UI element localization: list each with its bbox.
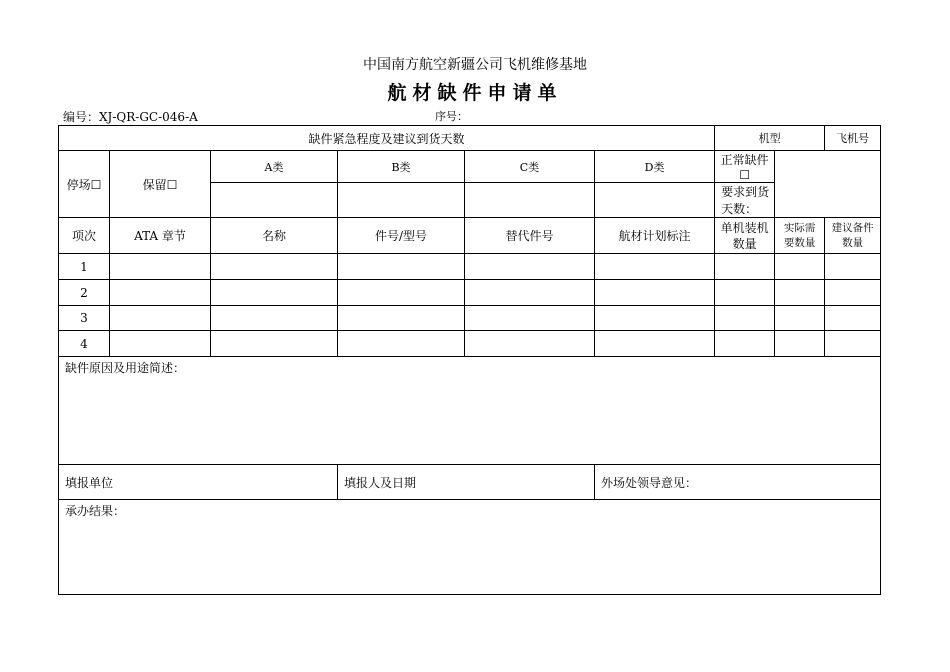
header-qty-per-ac: 单机装机数量 — [715, 218, 775, 254]
leader-opinion-field[interactable]: 外场处领导意见： — [595, 465, 881, 500]
qty-per-ac-cell[interactable] — [715, 254, 775, 280]
actual-qty-cell[interactable] — [775, 254, 825, 280]
suggest-qty-cell[interactable] — [825, 280, 881, 306]
header-actual-qty: 实际需要数量 — [775, 218, 825, 254]
aircraft-type-value[interactable] — [775, 151, 881, 218]
reporting-unit-field[interactable]: 填报单位 — [59, 465, 338, 500]
qty-per-ac-cell[interactable] — [715, 306, 775, 331]
urgency-section-label: 缺件紧急程度及建议到货天数 — [59, 126, 715, 151]
sequence-label: 序号： — [435, 110, 468, 123]
ata-cell[interactable] — [110, 254, 211, 280]
form-title: 航材缺件申请单 — [387, 82, 563, 104]
hold-checkbox[interactable]: 保留☐ — [110, 151, 211, 218]
aircraft-type-label: 机型 — [715, 126, 825, 151]
qty-per-ac-cell[interactable] — [715, 280, 775, 306]
name-cell[interactable] — [211, 306, 338, 331]
qty-per-ac-cell[interactable] — [715, 331, 775, 357]
actual-qty-cell[interactable] — [775, 331, 825, 357]
part-no-cell[interactable] — [338, 254, 465, 280]
class-c-label: C类 — [465, 151, 595, 183]
result-field[interactable]: 承办结果： — [59, 500, 881, 595]
ata-cell[interactable] — [110, 306, 211, 331]
class-a-days[interactable] — [211, 183, 338, 218]
suggest-qty-cell[interactable] — [825, 331, 881, 357]
name-cell[interactable] — [211, 254, 338, 280]
aircraft-number-label: 飞机号 — [825, 126, 881, 151]
class-c-days[interactable] — [465, 183, 595, 218]
alt-part-cell[interactable] — [465, 280, 595, 306]
suggest-qty-cell[interactable] — [825, 254, 881, 280]
ata-cell[interactable] — [110, 280, 211, 306]
header-alt-part: 替代件号 — [465, 218, 595, 254]
header-plan-mark: 航材计划标注 — [595, 218, 715, 254]
ata-cell[interactable] — [110, 331, 211, 357]
header-ata: ATA 章节 — [110, 218, 211, 254]
header-name: 名称 — [211, 218, 338, 254]
header-part-no: 件号/型号 — [338, 218, 465, 254]
reason-field[interactable]: 缺件原因及用途简述： — [59, 357, 881, 465]
alt-part-cell[interactable] — [465, 306, 595, 331]
name-cell[interactable] — [211, 280, 338, 306]
row-number: 4 — [59, 331, 110, 357]
class-d-days[interactable] — [595, 183, 715, 218]
row-number: 1 — [59, 254, 110, 280]
aog-checkbox[interactable]: 停场☐ — [59, 151, 110, 218]
plan-mark-cell[interactable] — [595, 280, 715, 306]
part-no-cell[interactable] — [338, 280, 465, 306]
row-number: 3 — [59, 306, 110, 331]
class-a-label: A类 — [211, 151, 338, 183]
header-item: 项次 — [59, 218, 110, 254]
plan-mark-cell[interactable] — [595, 331, 715, 357]
part-no-cell[interactable] — [338, 331, 465, 357]
reporter-date-field[interactable]: 填报人及日期 — [338, 465, 595, 500]
row-number: 2 — [59, 280, 110, 306]
actual-qty-cell[interactable] — [775, 306, 825, 331]
application-form — [58, 125, 881, 595]
class-d-label: D类 — [595, 151, 715, 183]
suggest-qty-cell[interactable] — [825, 306, 881, 331]
table-row — [59, 254, 881, 280]
alt-part-cell[interactable] — [465, 331, 595, 357]
actual-qty-cell[interactable] — [775, 280, 825, 306]
name-cell[interactable] — [211, 331, 338, 357]
form-code: 编号：XJ-QR-GC-046-A — [63, 110, 198, 124]
class-b-days[interactable] — [338, 183, 465, 218]
plan-mark-cell[interactable] — [595, 306, 715, 331]
required-days-field[interactable]: 要求到货天数： — [715, 183, 775, 218]
table-row — [59, 306, 881, 331]
plan-mark-cell[interactable] — [595, 254, 715, 280]
part-no-cell[interactable] — [338, 306, 465, 331]
table-row — [59, 280, 881, 306]
normal-shortage-checkbox[interactable]: 正常缺件☐ — [715, 151, 775, 183]
alt-part-cell[interactable] — [465, 254, 595, 280]
class-b-label: B类 — [338, 151, 465, 183]
header-suggest-qty: 建议备件数量 — [825, 218, 881, 254]
table-row — [59, 331, 881, 357]
company-name: 中国南方航空新疆公司飞机维修基地 — [363, 57, 587, 73]
